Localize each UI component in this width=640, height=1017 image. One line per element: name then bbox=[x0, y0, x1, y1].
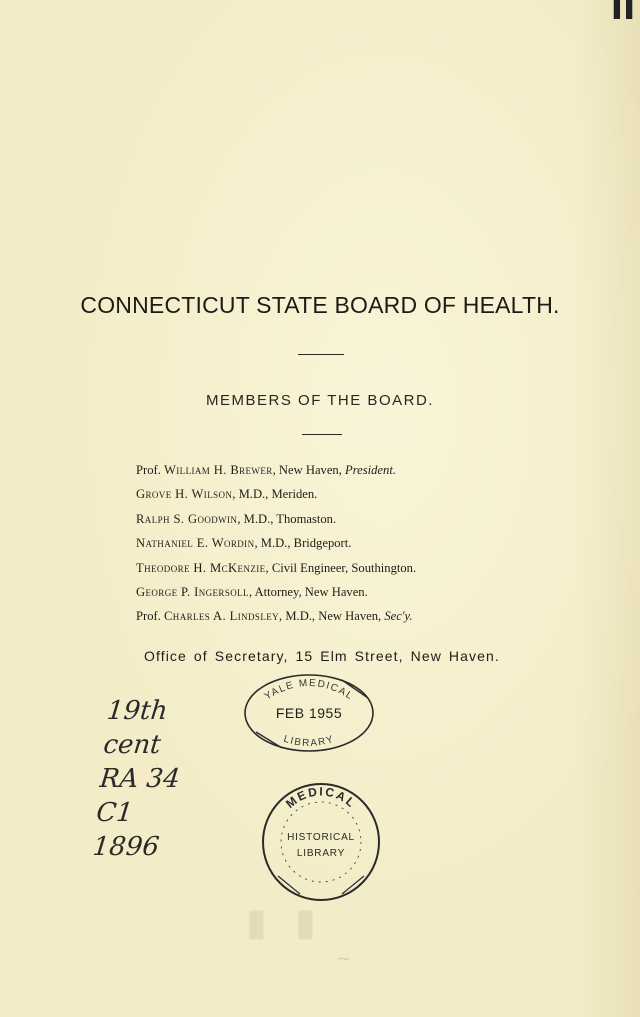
svg-text:LIBRARY bbox=[282, 734, 336, 749]
member-entry: Grove H. Wilson, M.D., Meriden. bbox=[136, 487, 318, 502]
members-list bbox=[136, 458, 556, 629]
library-date-stamp bbox=[242, 672, 376, 754]
stamp-line-2: LIBRARY bbox=[296, 848, 346, 859]
section-heading: MEMBERS OF THE BOARD. bbox=[206, 392, 434, 409]
svg-text:MEDICAL bbox=[283, 784, 359, 811]
page-title: CONNECTICUT STATE BOARD OF HEALTH. bbox=[80, 292, 560, 318]
member-entry: Prof. Charles A. Lindsley, M.D., New Haven, Sec'y. bbox=[136, 609, 413, 624]
divider bbox=[302, 434, 342, 435]
historical-library-stamp bbox=[258, 778, 384, 906]
svg-text:YALE MEDICAL bbox=[263, 678, 356, 703]
member-entry: Nathaniel E. Wordin, M.D., Bridgeport. bbox=[136, 536, 352, 551]
stamp-date: FEB 1955 bbox=[275, 705, 343, 721]
office-address: Office of Secretary, 15 Elm Street, New Haven. bbox=[144, 648, 500, 664]
call-number-line: 1896 bbox=[91, 832, 161, 862]
member-entry: Theodore H. McKenzie, Civil Engineer, Southington. bbox=[136, 560, 417, 575]
stamp-top-text: YALE MEDICAL bbox=[262, 677, 356, 703]
call-number-line: RA 34 bbox=[98, 764, 182, 794]
call-number-line: cent bbox=[101, 730, 163, 760]
call-number-line: 19th bbox=[105, 696, 170, 726]
divider bbox=[298, 354, 344, 355]
stamp-bottom-text: LIBRARY bbox=[282, 733, 336, 750]
call-number-line: C1 bbox=[94, 798, 135, 828]
member-entry: George P. Ingersoll, Attorney, New Haven. bbox=[136, 585, 368, 600]
member-entry: Ralph S. Goodwin, M.D., Thomaston. bbox=[136, 511, 337, 526]
corner-mark: ▌▌ bbox=[614, 0, 639, 19]
pencil-mark: ~ bbox=[336, 948, 352, 969]
stamp-ring-text: MEDICAL bbox=[283, 784, 360, 812]
member-entry: Prof. William H. Brewer, New Haven, President. bbox=[136, 463, 396, 477]
handwritten-call-number bbox=[91, 694, 219, 864]
stamp-line-1: HISTORICAL bbox=[287, 832, 355, 843]
bleed-through-mark: ▮ ▮ bbox=[246, 900, 324, 944]
